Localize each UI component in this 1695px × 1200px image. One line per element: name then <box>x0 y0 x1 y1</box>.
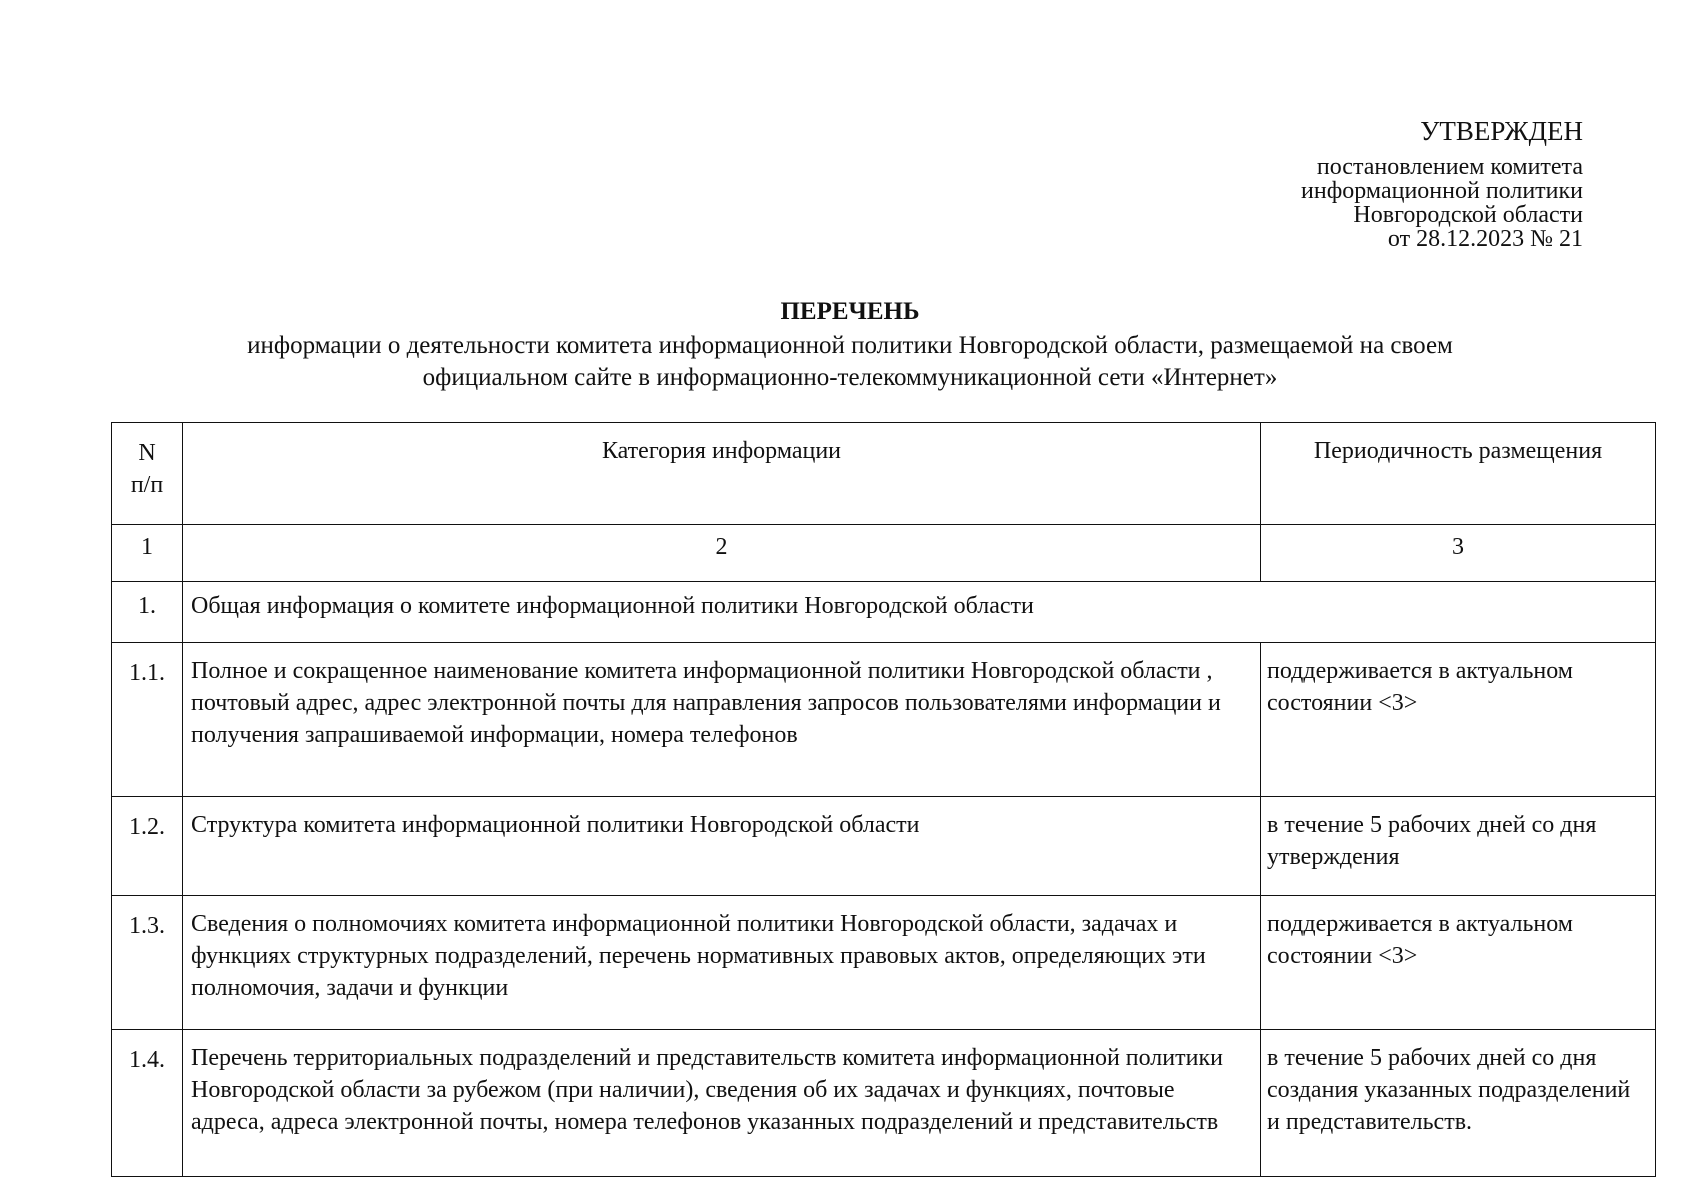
document-heading <box>140 296 1560 394</box>
column-index-cell: 3 <box>1261 525 1656 582</box>
approval-date-line: от 28.12.2023 № 21 <box>1387 226 1583 252</box>
table-header-row <box>112 423 1656 525</box>
approval-line: постановлением комитета <box>1316 154 1583 180</box>
section-row <box>112 582 1656 643</box>
row-category: Полное и сокращенное наименование комитета информационной политики Новгородской области , почтовый адрес, адрес электронной почты для направления запросов пользователями информации и получения запрашиваемой информации, номера телефонов <box>183 643 1261 797</box>
row-category: Структура комитета информационной политики Новгородской области <box>183 797 1261 896</box>
section-number: 1. <box>112 582 183 643</box>
column-index-cell: 2 <box>183 525 1261 582</box>
row-periodicity: в течение 5 рабочих дней со дня утверждения <box>1261 797 1656 896</box>
column-header-category: Категория информации <box>183 423 1261 525</box>
row-category: Перечень территориальных подразделений и представительств комитета информационной политики Новгородской области за рубежом (при наличии), сведения об их задачах и функциях, почтовые адреса, адреса электронной почты, номера телефонов указанных подразделений и представительств <box>183 1030 1261 1177</box>
document-subtitle-line: официальном сайте в информационно-телекоммуникационной сети «Интернет» <box>422 364 1278 391</box>
information-register-table <box>111 422 1656 1177</box>
approval-line: Новгородской области <box>1353 202 1583 228</box>
approval-line: информационной политики <box>1301 178 1583 204</box>
table-row <box>112 896 1656 1030</box>
approval-block <box>1063 115 1583 251</box>
table-row <box>112 1030 1656 1177</box>
approval-title: УТВЕРЖДЕН <box>1420 116 1583 146</box>
row-periodicity: поддерживается в актуальном состоянии <3> <box>1261 896 1656 1030</box>
column-header-number <box>112 423 183 525</box>
column-header-periodicity: Периодичность размещения <box>1261 423 1656 525</box>
document-title: ПЕРЕЧЕНЬ <box>780 298 920 325</box>
row-number: 1.4. <box>112 1030 183 1177</box>
section-title: Общая информация о комитете информационной политики Новгородской области <box>183 582 1656 643</box>
column-index-cell: 1 <box>112 525 183 582</box>
document-subtitle-line: информации о деятельности комитета информационной политики Новгородской области, размещаемой на своем <box>247 332 1453 359</box>
column-index-row <box>112 525 1656 582</box>
row-periodicity: в течение 5 рабочих дней со дня создания указанных подразделений и представительств. <box>1261 1030 1656 1177</box>
row-number: 1.1. <box>112 643 183 797</box>
column-header-number-line: п/п <box>130 472 164 498</box>
table-row <box>112 797 1656 896</box>
row-periodicity: поддерживается в актуальном состоянии <3> <box>1261 643 1656 797</box>
row-number: 1.3. <box>112 896 183 1030</box>
row-category: Сведения о полномочиях комитета информационной политики Новгородской области, задачах и функциях структурных подразделений, перечень нормативных правовых актов, определяющих эти полномочия, задачи и функции <box>183 896 1261 1030</box>
column-header-number-line: N <box>138 440 156 466</box>
table-row <box>112 643 1656 797</box>
row-number: 1.2. <box>112 797 183 896</box>
